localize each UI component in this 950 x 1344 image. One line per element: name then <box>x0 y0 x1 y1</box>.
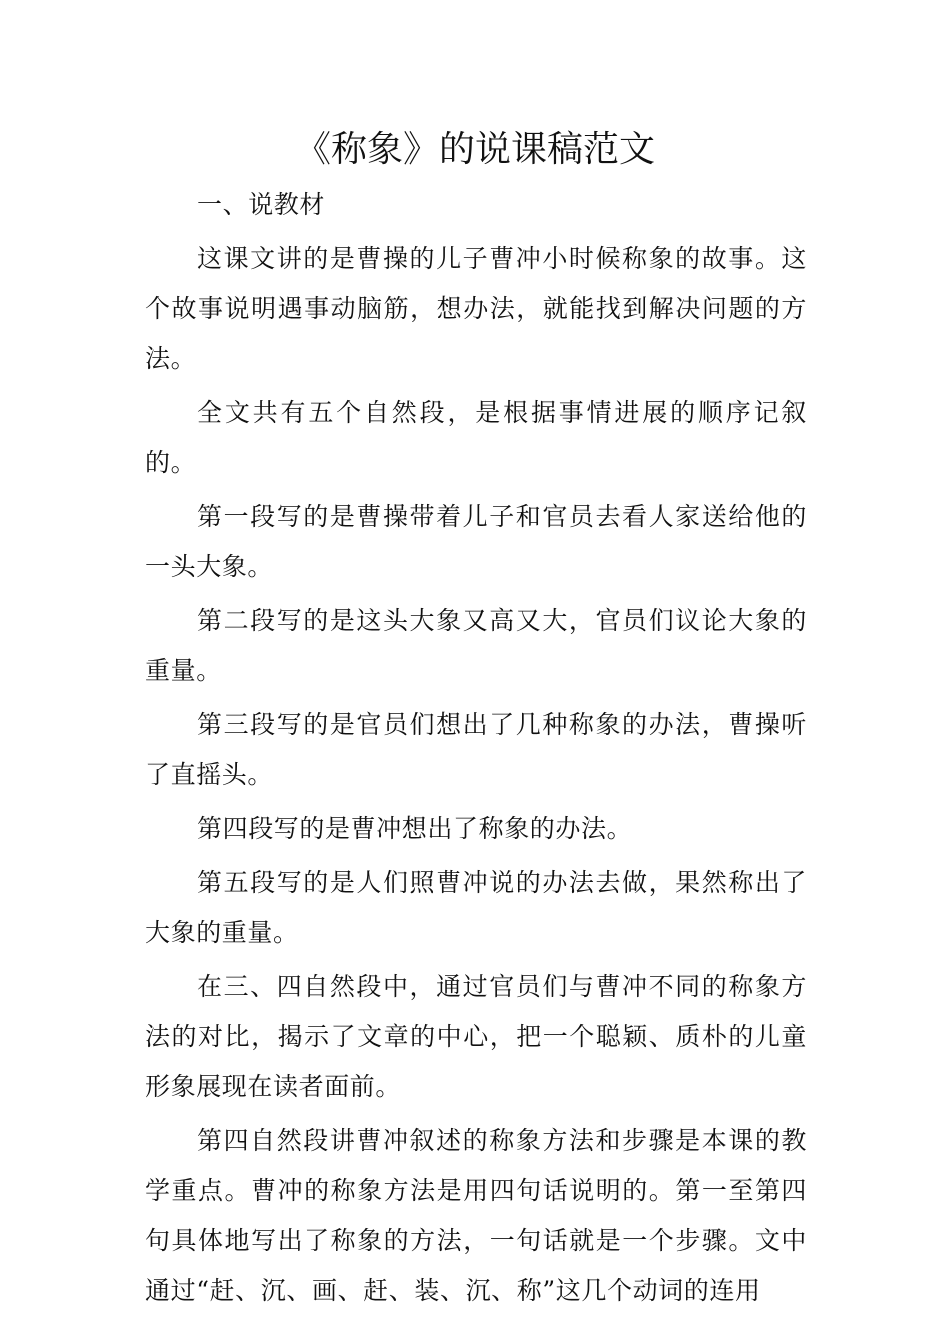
paragraph: 第五段写的是人们照曹冲说的办法去做，果然称出了大象的重量。 <box>145 868 807 947</box>
paragraph: 第四段写的是曹冲想出了称象的办法。 <box>197 814 633 843</box>
paragraph: 第三段写的是官员们想出了几种称象的办法，曹操听了直摇头。 <box>145 710 807 789</box>
paragraph: 这课文讲的是曹操的儿子曹冲小时候称象的故事。这个故事说明遇事动脑筋，想办法，就能找到解决问题的方法。 <box>145 244 807 373</box>
paragraph: 第四自然段讲曹冲叙述的称象方法和步骤是本课的教学重点。曹冲的称象方法是用四句话说明的。第一至第四句具体地写出了称象的方法，一句话就是一个步骤。文中通过“赶、沉、画、赶、装、沉、称”这几个动词的连用 <box>145 1126 807 1305</box>
paragraph: 在三、四自然段中，通过官员们与曹冲不同的称象方法的对比，揭示了文章的中心，把一个聪颖、质朴的儿童形象展现在读者面前。 <box>145 972 807 1101</box>
section-heading: 一、说教材 <box>197 190 326 219</box>
paragraph: 第二段写的是这头大象又高又大，官员们议论大象的重量。 <box>145 606 807 685</box>
paragraph: 第一段写的是曹操带着儿子和官员去看人家送给他的一头大象。 <box>145 502 807 581</box>
document-body <box>145 180 807 1320</box>
document-title: 《称象》的说课稿范文 <box>294 129 655 170</box>
paragraph: 全文共有五个自然段，是根据事情进展的顺序记叙的。 <box>145 398 807 477</box>
